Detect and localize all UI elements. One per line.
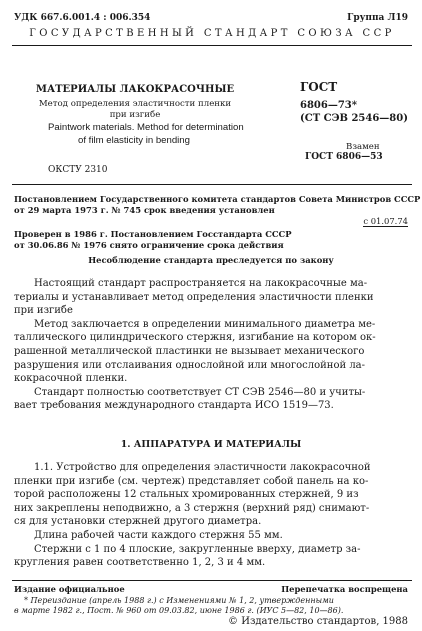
intro-p2-line5: кокрасочной пленки. [14, 373, 128, 385]
decree-line2: от 29 марта 1973 г. № 745 срок введения установлен [14, 205, 275, 215]
replaces-value: ГОСТ 6806—53 [305, 152, 383, 162]
decree-line1: Постановлением Государственного комитета стандартов Совета Министров СССР [14, 194, 421, 204]
footnote-line1: * Переиздание (апрель 1988 г.) с Изменениями № 1, 2, утвержденными [24, 596, 334, 605]
reprint-prohibited: Перепечатка воспрещена [281, 584, 408, 594]
top-rule [12, 45, 412, 46]
checked-line1: Проверен в 1986 г. Постановлением Госстандарта СССР [14, 229, 292, 239]
violation-notice: Несоблюдение стандарта преследуется по закону [88, 255, 334, 265]
title-en-line2: of film elasticity in bending [78, 135, 190, 146]
intro-text [14, 277, 408, 413]
intro-p2-line2: таллического цилиндрического стержня, изгибание на котором ок- [14, 332, 376, 344]
udk-code: УДК 667.6.001.4 : 006.354 [14, 13, 151, 23]
intro-p3-line1: Стандарт полностью соответствует СТ СЭВ 2546—80 и учиты- [34, 386, 366, 398]
replaces-label: Взамен [346, 142, 380, 152]
st-sev-number: (СТ СЭВ 2546—80) [300, 113, 408, 124]
intro-p1-line3: при изгибе [14, 305, 73, 317]
subtitle-ru-line1: Метод определения эластичности пленки [38, 99, 232, 109]
effective-date: с 01.07.74 [363, 216, 408, 226]
section1-heading: 1. АППАРАТУРА И МАТЕРИАЛЫ [120, 439, 302, 450]
section1-p2-line1: Длина рабочей части каждого стержня 55 мм. [34, 529, 283, 541]
okstu-code: ОКСТУ 2310 [48, 165, 108, 175]
copyright: © Издательство стандартов, 1988 [228, 616, 408, 627]
intro-p2-line3: рашенной металлической пластинки не вызывает механического [14, 345, 365, 357]
section1-p1-line3: торой расположены 12 стальных хромированных стержней, 9 из [14, 489, 359, 501]
section1-text [14, 461, 408, 570]
gost-number: 6806—73* [300, 100, 357, 111]
intro-p2-line4: разрушения или отслаивания однослойной или многослойной ла- [14, 359, 366, 371]
decree-rule [12, 184, 412, 185]
title-ru: МАТЕРИАЛЫ ЛАКОКРАСОЧНЫЕ [35, 84, 235, 95]
section1-p3-line1: Стержни с 1 по 4 плоские, закругленные вверху, диаметр за- [34, 543, 361, 555]
footer-rule [12, 580, 412, 581]
section1-p3-line2: кругления равен соответственно 1, 2, 3 и 4 мм. [14, 557, 266, 569]
checked-line2: от 30.06.86 № 1976 снято ограничение срока действия [14, 240, 284, 250]
standard-banner: ГОСУДАРСТВЕННЫЙ СТАНДАРТ СОЮЗА ССР [29, 28, 395, 39]
subtitle-ru-line2: при изгибе [109, 110, 161, 120]
title-en-line1: Paintwork materials. Method for determination [48, 122, 244, 133]
footnote-line2: в марте 1982 г., Пост. № 960 от 09.03.82, июне 1986 г. (ИУС 5—82, 10—86). [14, 606, 344, 615]
section1-p1-line4: них закреплены неподвижно, а 3 стержня (верхний ряд) снимают- [14, 502, 370, 514]
section1-p1-line2: пленки при изгибе (см. чертеж) представляет собой панель на ко- [14, 475, 369, 487]
intro-p1-line1: Настоящий стандарт распространяется на лакокрасочные ма- [34, 278, 368, 289]
official-edition: Издание официальное [14, 584, 125, 594]
gost-label: ГОСТ [300, 80, 338, 94]
section1-p1-line5: ся для установки стержней другого диаметра. [14, 516, 262, 528]
intro-p3-line2: вает требования международного стандарта ИСО 1519—73. [14, 400, 334, 412]
group-code: Группа Л19 [347, 13, 408, 23]
section1-p1-line1: 1.1. Устройство для определения эластичности лакокрасочной [34, 462, 371, 473]
intro-p1-line2: териалы и устанавливает метод определения эластичности пленки [14, 291, 374, 303]
intro-p2-line1: Метод заключается в определении минимального диаметра ме- [34, 318, 376, 330]
